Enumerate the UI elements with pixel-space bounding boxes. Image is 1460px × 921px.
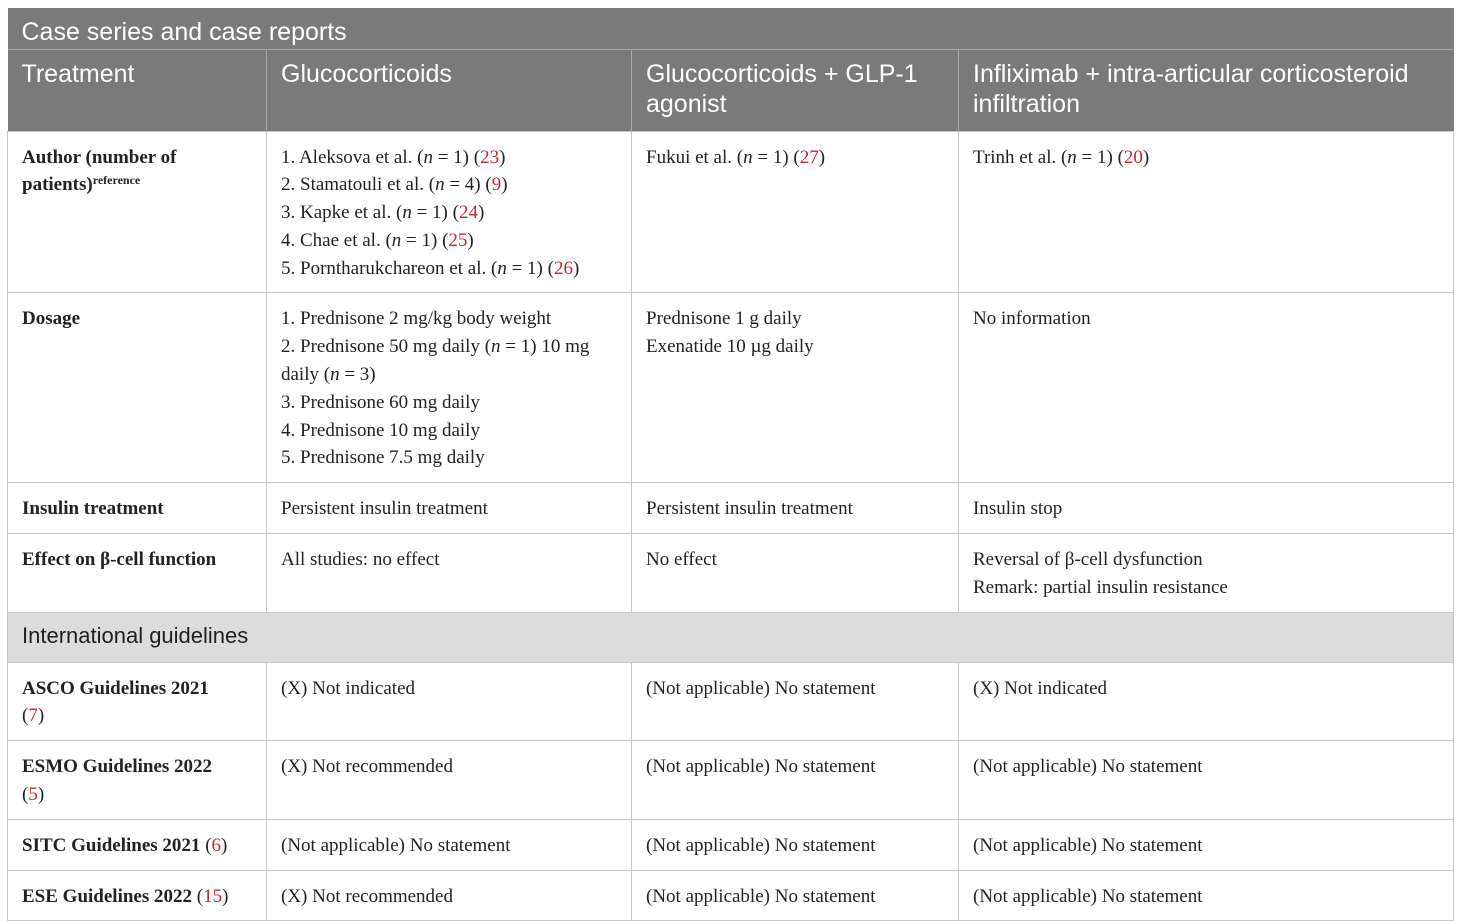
table-row-asco — [8, 662, 1454, 741]
cell-asco-glucocorticoids: (X) Not indicated — [267, 662, 632, 741]
cell-esmo-infliximab: (Not applicable) No statement — [959, 741, 1454, 820]
reference-link[interactable]: 20 — [1123, 146, 1143, 168]
row-label-esmo: ESMO Guidelines 2022 (5) — [8, 741, 267, 820]
list-item: 3. Kapke et al. (n = 1) (24) — [281, 202, 485, 224]
cell-author-glp1: Fukui et al. (n = 1) (27) — [632, 131, 959, 293]
column-header-glucocorticoids: Glucocorticoids — [267, 49, 632, 131]
list-item: Reversal of β-cell dysfunction — [973, 549, 1203, 571]
cell-effect-glp1: No effect — [632, 534, 959, 613]
cell-asco-infliximab: (X) Not indicated — [959, 662, 1454, 741]
cell-sitc-glucocorticoids: (Not applicable) No statement — [267, 819, 632, 870]
list-item: 5. Prednisone 7.5 mg daily — [281, 447, 485, 469]
list-item: 1. Prednisone 2 mg/kg body weight — [281, 308, 552, 330]
row-label-dosage: Dosage — [8, 293, 267, 483]
list-item: 1. Aleksova et al. (n = 1) (23) — [281, 146, 506, 168]
list-item: 3. Prednisone 60 mg daily — [281, 391, 480, 413]
row-label-sitc: SITC Guidelines 2021 (6) — [8, 819, 267, 870]
row-label-insulin: Insulin treatment — [8, 483, 267, 534]
list-item: 4. Prednisone 10 mg daily — [281, 419, 480, 441]
reference-link[interactable]: 24 — [458, 202, 478, 224]
row-label-ese: ESE Guidelines 2022 (15) — [8, 870, 267, 921]
cell-insulin-glucocorticoids: Persistent insulin treatment — [267, 483, 632, 534]
column-header-infliximab: Infliximab + intra-articular corticosteroid infiltration — [959, 49, 1454, 131]
section-title-guidelines: International guidelines — [8, 612, 1454, 662]
reference-link[interactable]: 6 — [211, 834, 222, 856]
cell-effect-glucocorticoids: All studies: no effect — [267, 534, 632, 613]
list-item: 4. Chae et al. (n = 1) (25) — [281, 229, 474, 251]
cell-ese-glucocorticoids: (X) Not recommended — [267, 870, 632, 921]
cell-esmo-glp1: (Not applicable) No statement — [632, 741, 959, 820]
table-row-insulin — [8, 483, 1454, 534]
table-row-dosage — [8, 293, 1454, 483]
table-row-effect — [8, 534, 1454, 613]
table-row-sitc — [8, 819, 1454, 870]
treatment-table-container — [7, 8, 1453, 921]
cell-dosage-glucocorticoids — [267, 293, 632, 483]
cell-sitc-glp1: (Not applicable) No statement — [632, 819, 959, 870]
cell-author-glucocorticoids — [267, 131, 632, 293]
cell-dosage-infliximab: No information — [959, 293, 1454, 483]
cell-ese-infliximab: (Not applicable) No statement — [959, 870, 1454, 921]
reference-link[interactable]: 7 — [28, 705, 38, 727]
section-header-case-series — [8, 8, 1454, 49]
reference-link[interactable]: 5 — [28, 784, 38, 806]
cell-esmo-glucocorticoids: (X) Not recommended — [267, 741, 632, 820]
column-header-treatment: Treatment — [8, 49, 267, 131]
list-item: Prednisone 1 g daily — [646, 308, 802, 330]
list-item: 5. Porntharukchareon et al. (n = 1) (26) — [281, 257, 580, 279]
section-title-case-series: Case series and case reports — [8, 8, 1454, 49]
reference-link[interactable]: 26 — [553, 257, 573, 279]
table-row-esmo — [8, 741, 1454, 820]
list-item: 2. Prednisone 50 mg daily (n = 1) 10 mg daily (n = 3) — [281, 336, 590, 386]
row-label-asco: ASCO Guidelines 2021 (7) — [8, 662, 267, 741]
cell-effect-infliximab — [959, 534, 1454, 613]
table-row-ese — [8, 870, 1454, 921]
section-header-guidelines — [8, 612, 1454, 662]
cell-insulin-glp1: Persistent insulin treatment — [632, 483, 959, 534]
list-item: 2. Stamatouli et al. (n = 4) (9) — [281, 174, 508, 196]
row-label-effect: Effect on β-cell function — [8, 534, 267, 613]
table-row-author — [8, 131, 1454, 293]
cell-asco-glp1: (Not applicable) No statement — [632, 662, 959, 741]
column-header-glp1: Glucocorticoids + GLP-1 agonist — [632, 49, 959, 131]
row-label-author: Author (number of patients)$^{reference}$ — [8, 131, 267, 293]
list-item: Remark: partial insulin resistance — [973, 576, 1228, 598]
reference-link[interactable]: 27 — [799, 146, 819, 168]
cell-dosage-glp1 — [632, 293, 959, 483]
cell-ese-glp1: (Not applicable) No statement — [632, 870, 959, 921]
reference-link[interactable]: 25 — [448, 229, 468, 251]
reference-link[interactable]: 15 — [203, 885, 223, 907]
label-superscript: reference — [92, 173, 141, 188]
cell-insulin-infliximab: Insulin stop — [959, 483, 1454, 534]
reference-link[interactable]: 23 — [480, 146, 500, 168]
cell-sitc-infliximab: (Not applicable) No statement — [959, 819, 1454, 870]
reference-link[interactable]: 9 — [491, 174, 502, 196]
treatment-table — [7, 8, 1454, 921]
column-header-row — [8, 49, 1454, 131]
cell-author-infliximab: Trinh et al. (n = 1) (20) — [959, 131, 1454, 293]
list-item: Exenatide 10 µg daily — [646, 336, 814, 358]
